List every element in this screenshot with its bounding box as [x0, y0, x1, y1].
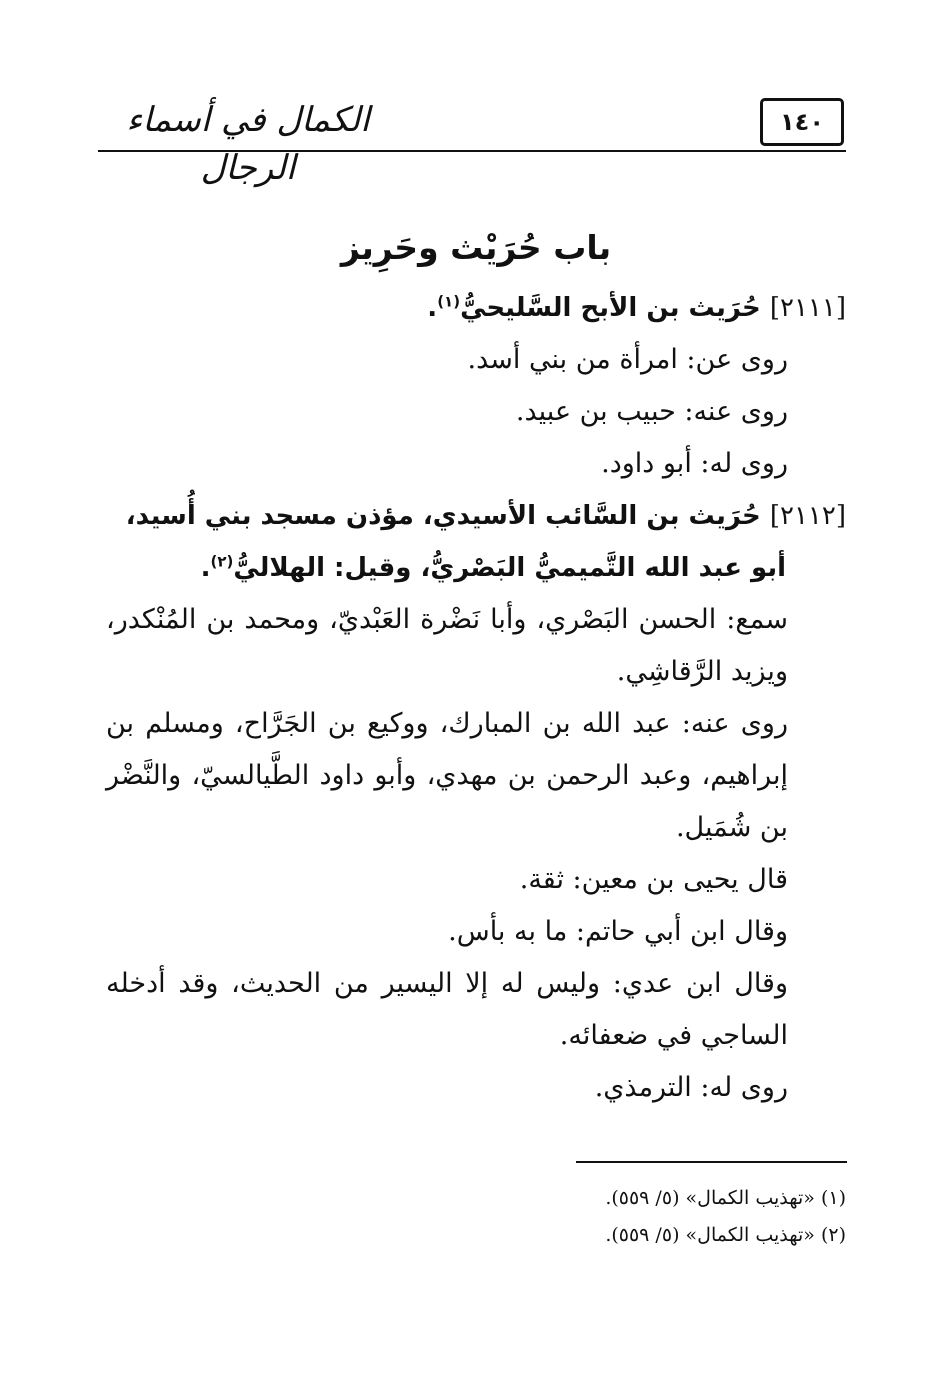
entry-number: [٢١١٢]: [769, 501, 846, 531]
entry-number: [٢١١١]: [769, 293, 846, 323]
header-divider: [98, 150, 846, 152]
narration-line: روى عن: امرأة من بني أسد.: [467, 344, 788, 375]
entry-heading: [106, 282, 846, 334]
page-header: [98, 92, 846, 188]
entry-heading-continued: [106, 542, 846, 594]
paragraph: وقال ابن عدي: وليس له إلا اليسير من الحديث، وقد أدخله الساجي في ضعفائه.: [106, 968, 788, 1051]
chapter-title: باب حُرَيْث وحَرِيز: [340, 228, 612, 267]
entry-name-line2: أبو عبد الله التَّميميُّ البَصْريُّ، وقيل: الهلاليُّ: [233, 553, 786, 583]
main-text: [106, 218, 846, 1114]
entry-name: حُرَيث بن السَّائب الأسيدي، مؤذن مسجد بني أُسيد،: [125, 501, 761, 531]
paragraph: روى عنه: عبد الله بن المبارك، ووكيع بن الجَرَّاح، ومسلم بن إبراهيم، وعبد الرحمن بن مهدي، وأبو داود الطَّيالسيّ، والنَّضْر بن شُمَيل.: [106, 708, 788, 843]
entry-end: .: [427, 293, 438, 323]
footnote-ref: (١): [437, 292, 461, 311]
book-title: الكمال في أسماء الرجال: [126, 100, 370, 188]
paragraph: وقال ابن أبي حاتم: ما به بأس.: [448, 916, 788, 947]
footnote: (٢) «تهذيب الكمال» (٥/ ٥٥٩).: [605, 1224, 846, 1246]
paragraph: روى له: الترمذي.: [594, 1072, 788, 1103]
narration-line: روى له: أبو داود.: [601, 448, 788, 479]
narration-line: روى عنه: حبيب بن عبيد.: [515, 396, 788, 427]
footnote-ref: (٢): [210, 552, 234, 571]
entry-heading: [106, 490, 846, 542]
paragraph: قال يحيى بن معين: ثقة.: [519, 864, 788, 895]
paragraph: سمع: الحسن البَصْري، وأبا نَضْرة العَبْديّ، ومحمد بن المُنْكدر، ويزيد الرَّقاشِي.: [106, 604, 788, 687]
footnote-divider: [576, 1161, 847, 1163]
entry-name: حُرَيث بن الأبح السَّليحيُّ: [460, 293, 761, 323]
footnotes: [430, 1180, 846, 1254]
page-number: ١٤٠: [760, 98, 844, 146]
footnote: (١) «تهذيب الكمال» (٥/ ٥٥٩).: [605, 1187, 846, 1209]
entry-end: .: [200, 553, 211, 583]
